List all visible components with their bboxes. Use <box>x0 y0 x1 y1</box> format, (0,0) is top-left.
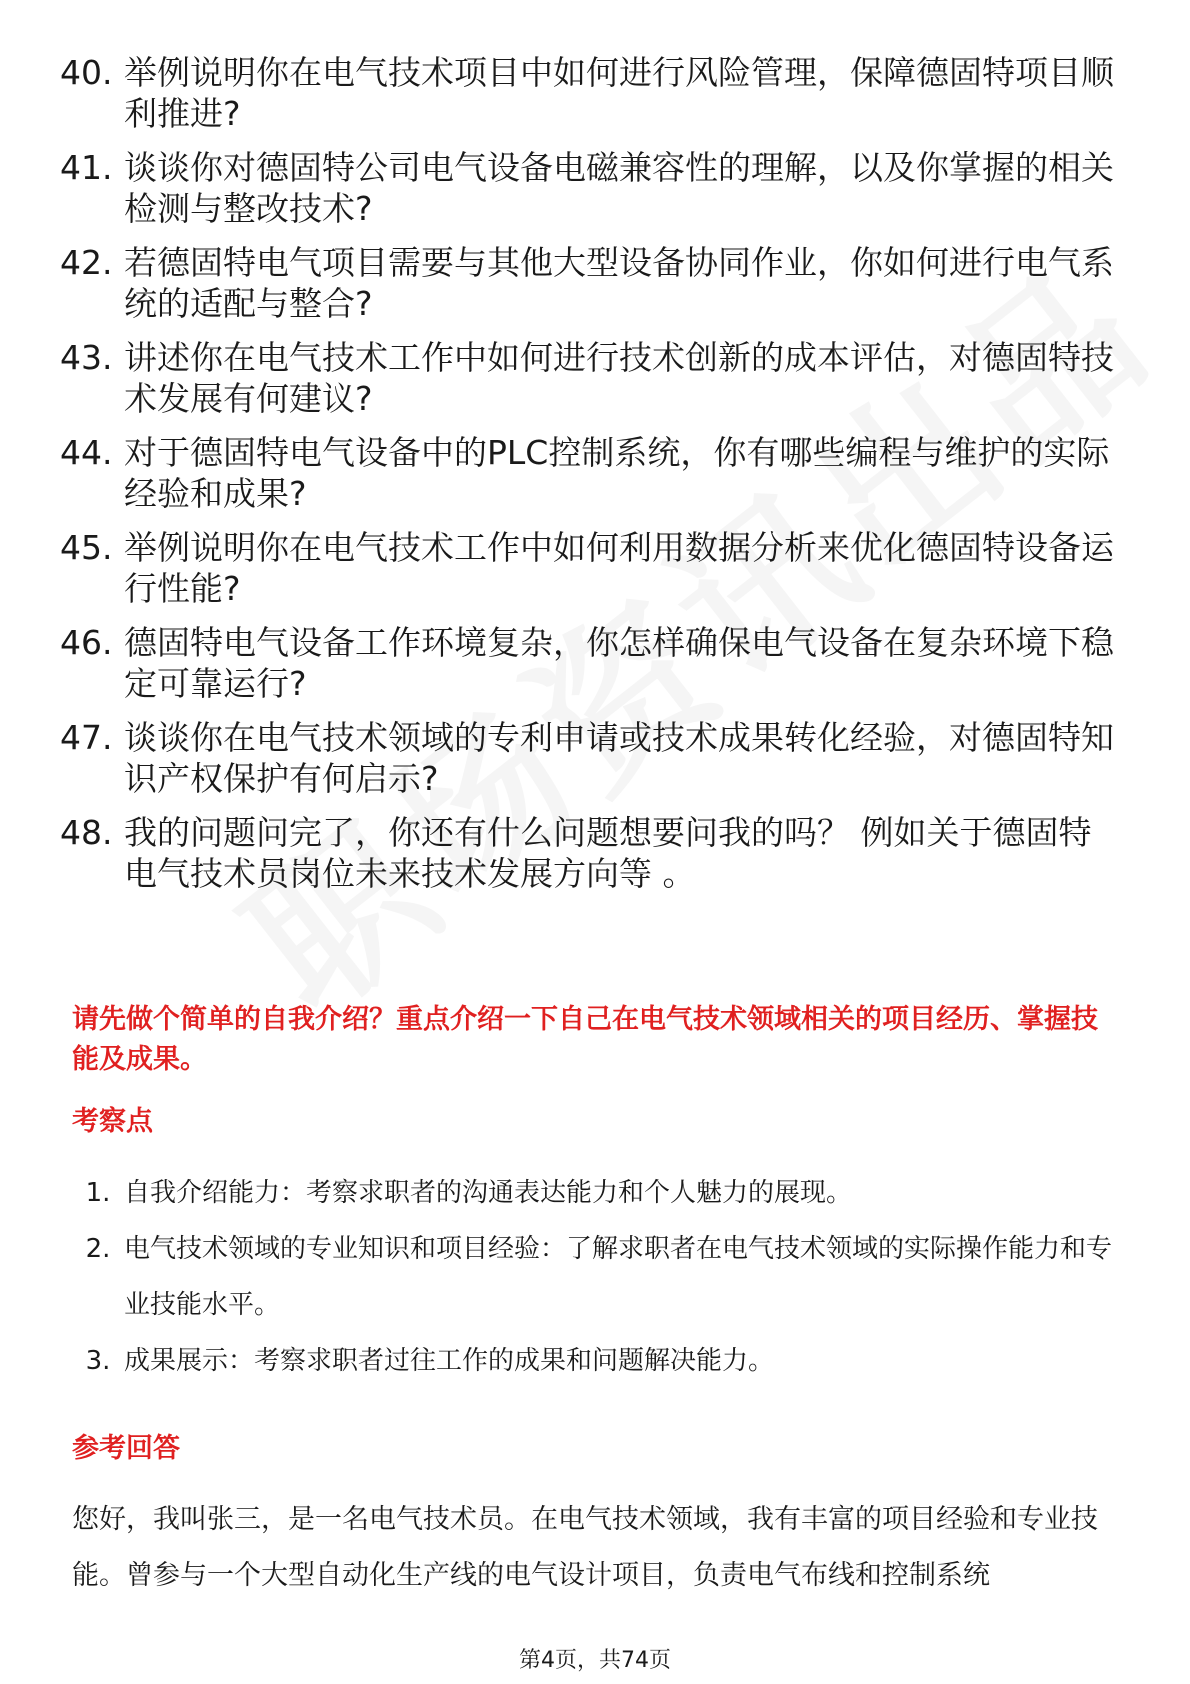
exam-point-text: 电气技术领域的专业知识和项目经验：了解求职者在电气技术领域的实际操作能力和专业技能水平。 <box>124 1234 1113 1320</box>
question-item <box>60 432 1120 514</box>
exam-point-item <box>72 1221 1132 1333</box>
exam-point-number: 1. <box>85 1178 111 1208</box>
question-number: 48. <box>60 813 113 852</box>
question-number: 41. <box>60 148 113 187</box>
question-item <box>60 147 1120 229</box>
question-text: 德固特电气设备工作环境复杂，你怎样确保电气设备在复杂环境下稳定可靠运行? <box>124 623 1114 703</box>
exam-point-number: 2. <box>85 1234 111 1264</box>
question-item <box>60 242 1120 324</box>
question-text: 举例说明你在电气技术项目中如何进行风险管理，保障德固特项目顺利推进? <box>124 53 1114 133</box>
question-number: 45. <box>60 528 113 567</box>
question-item <box>60 527 1120 609</box>
exam-points-list <box>72 1165 1132 1389</box>
reference-answer-text: 您好，我叫张三，是一名电气技术员。在电气技术领域，我有丰富的项目经验和专业技能。曾参与一个大型自动化生产线的电气设计项目，负责电气布线和控制系统 <box>72 1504 1098 1591</box>
question-item <box>60 52 1120 134</box>
question-number: 44. <box>60 433 113 472</box>
question-item <box>60 622 1120 704</box>
question-text: 谈谈你在电气技术领域的专利申请或技术成果转化经验，对德固特知识产权保护有何启示? <box>124 718 1114 798</box>
exam-points-title: 考察点 <box>72 1106 153 1137</box>
question-item <box>60 717 1120 799</box>
question-text: 我的问题问完了，你还有什么问题想要问我的吗？ 例如关于德固特电气技术员岗位未来技术发展方向等 。 <box>124 813 1092 893</box>
question-text: 对于德固特电气设备中的PLC控制系统，你有哪些编程与维护的实际经验和成果? <box>124 433 1110 513</box>
page-footer: 第4页，共74页 <box>519 1648 671 1673</box>
question-number: 46. <box>60 623 113 662</box>
intro-question: 请先做个简单的自我介绍？重点介绍一下自己在电气技术领域相关的项目经历、掌握技能及成果。 <box>72 1004 1098 1075</box>
question-text: 举例说明你在电气技术工作中如何利用数据分析来优化德固特设备运行性能? <box>124 528 1114 608</box>
question-number: 42. <box>60 243 113 282</box>
question-text: 讲述你在电气技术工作中如何进行技术创新的成本评估，对德固特技术发展有何建议? <box>124 338 1114 418</box>
question-item <box>60 337 1120 419</box>
question-text: 若德固特电气项目需要与其他大型设备协同作业，你如何进行电气系统的适配与整合? <box>124 243 1114 323</box>
question-list <box>60 52 1120 907</box>
question-number: 40. <box>60 53 113 92</box>
exam-point-text: 自我介绍能力：考察求职者的沟通表达能力和个人魅力的展现。 <box>124 1178 853 1208</box>
question-number: 43. <box>60 338 113 377</box>
exam-point-number: 3. <box>85 1346 111 1376</box>
reference-answer-title: 参考回答 <box>72 1433 180 1464</box>
question-number: 47. <box>60 718 113 757</box>
exam-point-item <box>72 1333 1132 1389</box>
question-item <box>60 812 1120 894</box>
exam-point-item <box>72 1165 1132 1221</box>
exam-point-text: 成果展示：考察求职者过往工作的成果和问题解决能力。 <box>124 1346 775 1376</box>
question-text: 谈谈你对德固特公司电气设备电磁兼容性的理解，以及你掌握的相关检测与整改技术? <box>124 148 1114 228</box>
